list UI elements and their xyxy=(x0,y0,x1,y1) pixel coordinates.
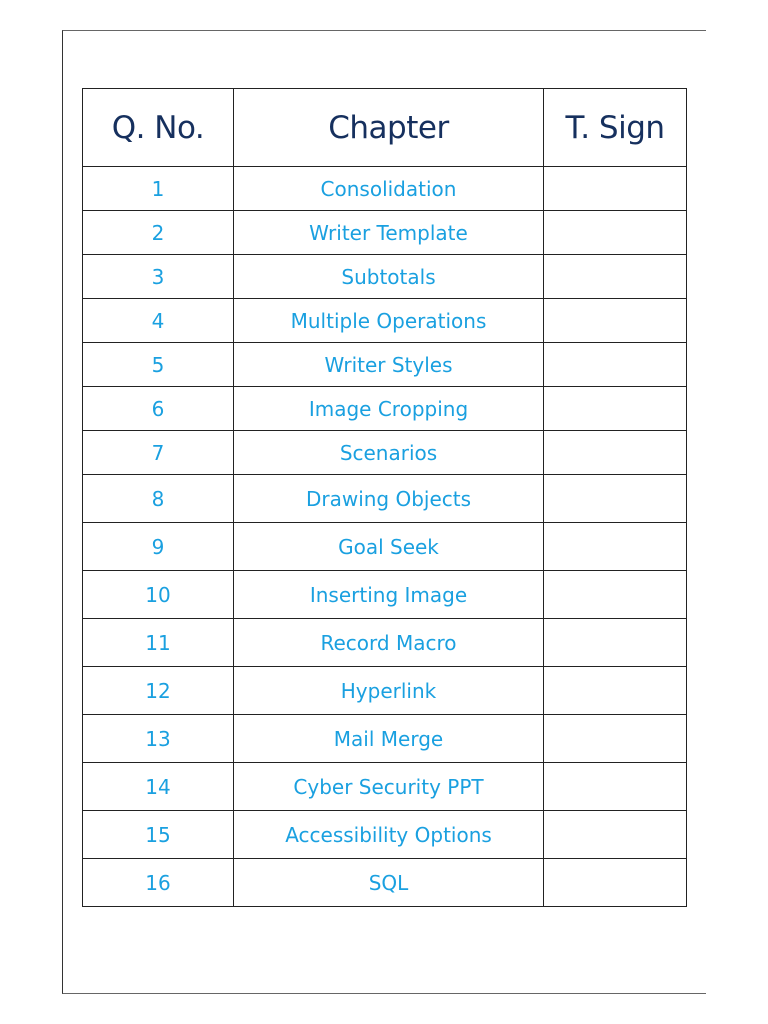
chapter-cell: Writer Template xyxy=(234,211,544,255)
table-row xyxy=(83,475,687,523)
sign-cell xyxy=(544,763,687,811)
table-row xyxy=(83,763,687,811)
header-teacher-sign: T. Sign xyxy=(544,89,687,167)
sign-cell xyxy=(544,571,687,619)
table-row xyxy=(83,619,687,667)
question-number-cell: 7 xyxy=(83,431,234,475)
question-number-cell: 3 xyxy=(83,255,234,299)
question-number-cell: 9 xyxy=(83,523,234,571)
sign-cell xyxy=(544,211,687,255)
table-header-row xyxy=(83,89,687,167)
chapter-cell: Mail Merge xyxy=(234,715,544,763)
sign-cell xyxy=(544,343,687,387)
sign-cell xyxy=(544,619,687,667)
question-number-cell: 14 xyxy=(83,763,234,811)
table-row xyxy=(83,715,687,763)
sign-cell xyxy=(544,811,687,859)
header-chapter: Chapter xyxy=(234,89,544,167)
question-number-cell: 1 xyxy=(83,167,234,211)
question-number-cell: 13 xyxy=(83,715,234,763)
table-row xyxy=(83,431,687,475)
header-question-number: Q. No. xyxy=(83,89,234,167)
sign-cell xyxy=(544,255,687,299)
question-number-cell: 16 xyxy=(83,859,234,907)
sign-cell xyxy=(544,475,687,523)
sign-cell xyxy=(544,299,687,343)
table-row xyxy=(83,387,687,431)
chapter-cell: Image Cropping xyxy=(234,387,544,431)
chapter-cell: Cyber Security PPT xyxy=(234,763,544,811)
table-row xyxy=(83,343,687,387)
sign-cell xyxy=(544,387,687,431)
chapter-index-table xyxy=(82,88,687,907)
table-row xyxy=(83,523,687,571)
question-number-cell: 2 xyxy=(83,211,234,255)
chapter-cell: Writer Styles xyxy=(234,343,544,387)
table-row xyxy=(83,859,687,907)
question-number-cell: 6 xyxy=(83,387,234,431)
chapter-cell: Inserting Image xyxy=(234,571,544,619)
question-number-cell: 11 xyxy=(83,619,234,667)
question-number-cell: 5 xyxy=(83,343,234,387)
table-row xyxy=(83,667,687,715)
sign-cell xyxy=(544,859,687,907)
table-row xyxy=(83,299,687,343)
table-row xyxy=(83,167,687,211)
chapter-cell: Goal Seek xyxy=(234,523,544,571)
question-number-cell: 10 xyxy=(83,571,234,619)
question-number-cell: 8 xyxy=(83,475,234,523)
chapter-cell: Drawing Objects xyxy=(234,475,544,523)
chapter-cell: Multiple Operations xyxy=(234,299,544,343)
chapter-cell: Subtotals xyxy=(234,255,544,299)
chapter-cell: SQL xyxy=(234,859,544,907)
table-row xyxy=(83,571,687,619)
table-row xyxy=(83,811,687,859)
sign-cell xyxy=(544,523,687,571)
chapter-cell: Hyperlink xyxy=(234,667,544,715)
sign-cell xyxy=(544,667,687,715)
sign-cell xyxy=(544,167,687,211)
table-row xyxy=(83,211,687,255)
sign-cell xyxy=(544,715,687,763)
chapter-cell: Consolidation xyxy=(234,167,544,211)
sign-cell xyxy=(544,431,687,475)
chapter-cell: Record Macro xyxy=(234,619,544,667)
question-number-cell: 15 xyxy=(83,811,234,859)
question-number-cell: 4 xyxy=(83,299,234,343)
chapter-cell: Scenarios xyxy=(234,431,544,475)
table-row xyxy=(83,255,687,299)
question-number-cell: 12 xyxy=(83,667,234,715)
chapter-cell: Accessibility Options xyxy=(234,811,544,859)
